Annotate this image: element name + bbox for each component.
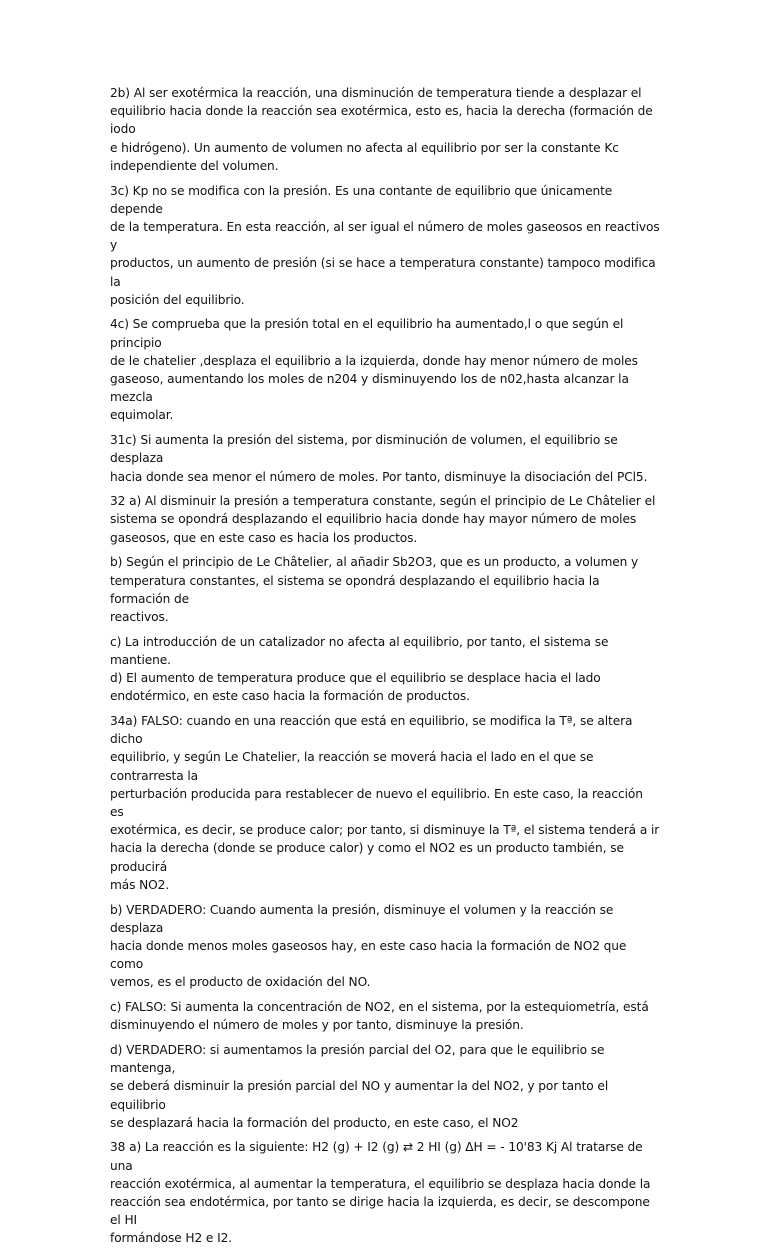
paragraph-2b: 2b) Al ser exotérmica la reacción, una disminución de temperatura tiende a desplazar el equilibrio hacia donde la reacción sea exotérmica, esto es, hacia la derecha (formación de iodo e hidrógeno). Un aumento de volumen no afecta al equilibrio por ser la constante Kc independiente del volumen.: [110, 86, 653, 173]
paragraph-38a: 38 a) La reacción es la siguiente: H2 (g) + I2 (g) ⇄ 2 HI (g) ΔH = - 10'83 Kj Al tratarse de una reacción exotérmica, al aumentar la temperatura, el equilibrio se desplaza hacia donde la reacción sea endotérmica, por tanto se dirige hacia la izquierda, es decir, se descompone el HI formándose H2 e I2.: [110, 1140, 651, 1246]
paragraph-3c: 3c) Kp no se modifica con la presión. Es una contante de equilibrio que únicamente depende de la temperatura. En esta reacción, al ser igual el número de moles gaseosos en reactivos y productos, un aumento de presión (si se hace a temperatura constante) tampoco modifica la posición del equilibrio.: [110, 183, 660, 307]
paragraph-32a: 32 a) Al disminuir la presión a temperatura constante, según el principio de Le Châtelier el sistema se opondrá desplazando el equilibrio hacia donde hay mayor número de moles gaseosos, que en este caso es hacia los productos.: [110, 494, 656, 545]
paragraph-32cd: c) La introducción de un catalizador no afecta al equilibrio, por tanto, el sistema se mantiene. d) El aumento de temperatura produce que el equilibrio se desplace hacia el lado endotérmico, en este caso hacia la formación de productos.: [110, 634, 609, 704]
paragraph-34b: b) VERDADERO: Cuando aumenta la presión, disminuye el volumen y la reacción se desplaza hacia donde menos moles gaseosos hay, en este caso hacia la formación de NO2 que como vemos, es el producto de oxidación del NO.: [110, 902, 627, 990]
paragraph-34d: d) VERDADERO: si aumentamos la presión parcial del O2, para que le equilibrio se mantenga, se deberá disminuir la presión parcial del NO y aumentar la del NO2, y por tanto el equilibrio se desplazará hacia la formación del producto, en este caso, el NO2: [110, 1042, 609, 1130]
paragraph-32b: b) Según el principio de Le Châtelier, al añadir Sb2O3, que es un producto, a volumen y temperatura constantes, el sistema se opondrá desplazando el equilibrio hacia la formación de reactivos.: [110, 555, 639, 624]
document-body: [110, 84, 660, 1254]
paragraph-31c: 31c) Si aumenta la presión del sistema, por disminución de volumen, el equilibrio se desplaza hacia donde sea menor el número de moles. Por tanto, disminuye la disociación del PCl5.: [110, 433, 648, 484]
paragraph-34a: 34a) FALSO: cuando en una reacción que está en equilibrio, se modifica la Tª, se altera dicho equilibrio, y según Le Chatelier, la reacción se moverá hacia el lado en el que se contrarresta la perturbación producida para restablecer de nuevo el equilibrio. En este caso, la reacción es exotérmica, es decir, se produce calor; por tanto, si disminuye la Tª, el sistema tenderá a ir hacia la derecha (donde se produce calor) y como el NO2 es un producto también, se producirá más NO2.: [110, 714, 660, 892]
paragraph-34c: c) FALSO: Si aumenta la concentración de NO2, en el sistema, por la estequiometría, está disminuyendo el número de moles y por tanto, disminuye la presión.: [110, 1000, 649, 1033]
paragraph-4c: 4c) Se comprueba que la presión total en el equilibrio ha aumentado,l o que según el principio de le chatelier ,desplaza el equilibrio a la izquierda, donde hay menor número de moles gaseoso, aumentando los moles de n204 y disminuyendo los de n02,hasta alcanzar la mezcla equimolar.: [110, 317, 638, 423]
